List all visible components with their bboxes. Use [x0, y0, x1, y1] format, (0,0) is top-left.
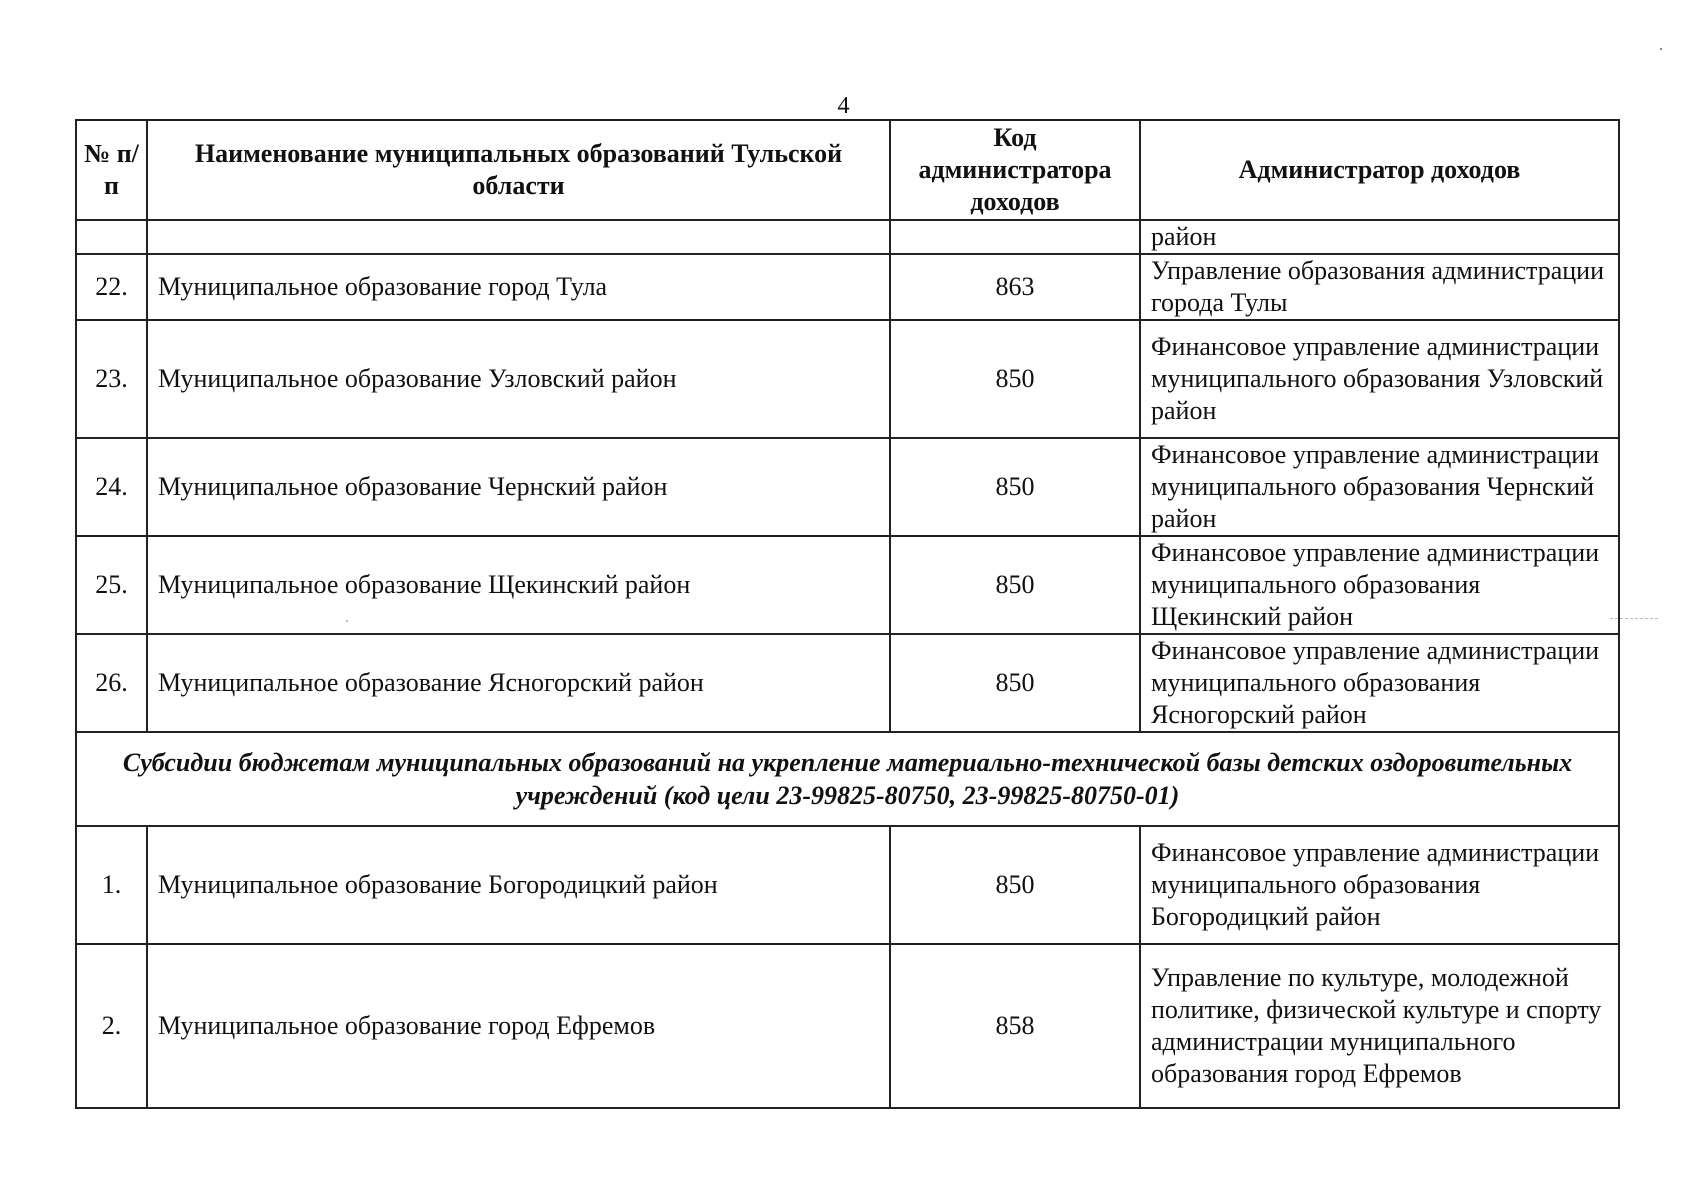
cell-admin: район: [1140, 220, 1619, 254]
cell-admin: Финансовое управление администрации муниципального образования Ясногорский район: [1140, 634, 1619, 732]
cell-admin: Финансовое управление администрации муниципального образования Щекинский район: [1140, 536, 1619, 634]
table-row: [76, 944, 1619, 1108]
table-header-row: [76, 120, 1619, 220]
cell-name: Муниципальное образование Богородицкий район: [147, 826, 890, 944]
table-row: [76, 254, 1619, 320]
cell-admin: Финансовое управление администрации муниципального образования Чернский район: [1140, 438, 1619, 536]
cell-code: 850: [890, 438, 1140, 536]
cell-num: 26.: [76, 634, 147, 732]
page-number: 4: [837, 93, 850, 119]
cell-code: [890, 220, 1140, 254]
section-title: Субсидии бюджетам муниципальных образований на укрепление материально-технической базы детских оздоровительных учреждений (код цели 23-99825-80750, 23-99825-80750-01): [76, 732, 1619, 826]
table-row: [76, 320, 1619, 438]
table-row-continuation: [76, 220, 1619, 254]
cell-admin: Управление образования администрации города Тулы: [1140, 254, 1619, 320]
cell-num: 2.: [76, 944, 147, 1108]
table-row: [76, 634, 1619, 732]
cell-admin: Финансовое управление администрации муниципального образования Узловский район: [1140, 320, 1619, 438]
revenue-administrators-table: [75, 119, 1620, 1109]
cell-num: 23.: [76, 320, 147, 438]
cell-name: Муниципальное образование Чернский район: [147, 438, 890, 536]
cell-num: 22.: [76, 254, 147, 320]
header-name: Наименование муниципальных образований Тульской области: [147, 120, 890, 220]
cell-num: 24.: [76, 438, 147, 536]
cell-name: Муниципальное образование Узловский район: [147, 320, 890, 438]
cell-num: [76, 220, 147, 254]
cell-name: Муниципальное образование Щекинский район: [147, 536, 890, 634]
header-num: № п/п: [76, 120, 147, 220]
table-row: [76, 438, 1619, 536]
cell-name: Муниципальное образование город Ефремов: [147, 944, 890, 1108]
table-section-row: [76, 732, 1619, 826]
cell-name: Муниципальное образование город Тула: [147, 254, 890, 320]
header-code: Код администратора доходов: [890, 120, 1140, 220]
cell-code: 850: [890, 536, 1140, 634]
cell-code: 858: [890, 944, 1140, 1108]
cell-admin: Финансовое управление администрации муниципального образования Богородицкий район: [1140, 826, 1619, 944]
scan-artifact-dot: [1660, 48, 1662, 50]
cell-code: 850: [890, 634, 1140, 732]
cell-code: 850: [890, 826, 1140, 944]
cell-code: 850: [890, 320, 1140, 438]
table-row: [76, 826, 1619, 944]
cell-num: 1.: [76, 826, 147, 944]
cell-code: 863: [890, 254, 1140, 320]
cell-name: [147, 220, 890, 254]
cell-admin: Управление по культуре, молодежной политике, физической культуре и спорту администрации муниципального образования город Ефремов: [1140, 944, 1619, 1108]
cell-num: 25.: [76, 536, 147, 634]
cell-name: Муниципальное образование Ясногорский район: [147, 634, 890, 732]
table-row: [76, 536, 1619, 634]
header-admin: Администратор доходов: [1140, 120, 1619, 220]
